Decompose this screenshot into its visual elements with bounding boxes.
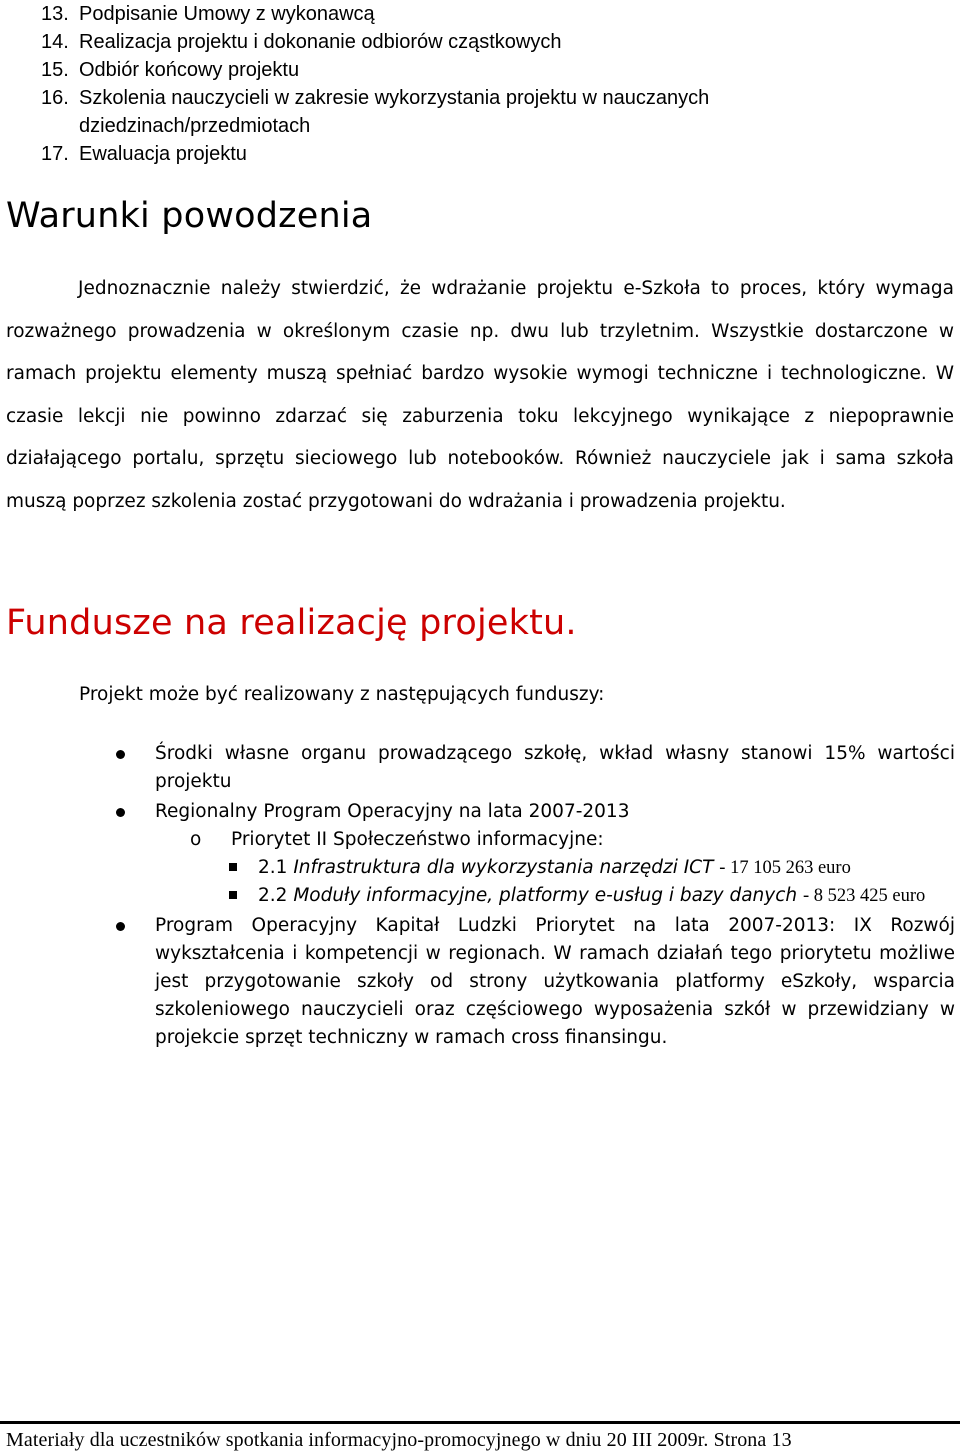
bullet-icon bbox=[116, 808, 125, 817]
circle-bullet-icon: o bbox=[190, 829, 202, 850]
list-item: 13. Podpisanie Umowy z wykonawcą bbox=[41, 3, 375, 25]
step-list bbox=[41, 0, 941, 168]
square-bullet-icon bbox=[229, 891, 237, 899]
sub-sub-list-item: 2.1 Infrastruktura dla wykorzystania narzędzi ICT - 17 105 263 euro bbox=[0, 854, 960, 882]
list-item: 15. Odbiór końcowy projektu bbox=[41, 59, 300, 81]
section-heading-warunki: Warunki powodzenia bbox=[6, 196, 373, 236]
list-item: Regionalny Program Operacyjny na lata 2007-2013 bbox=[0, 798, 955, 826]
section-paragraph: Jednoznacznie należy stwierdzić, że wdrażanie projektu e-Szkoła to proces, który wymaga rozważnego prowadzenia w określonym czasie np. dwu lub trzyletnim. Wszystkie dostarczone w ramach projektu elementy muszą spełniać bardzo wysokie wymogi techniczne i technologiczne. W czasie lekcji nie powinno zdarzać się zaburzenia toku lekcyjnego wynikające z niepoprawnie działającego portalu, sprzętu sieciowego lub notebooków. Również nauczyciele jak i sama szkoła muszą poprzez szkolenia zostać przygotowani do wdrażania i prowadzenia projektu. bbox=[6, 278, 954, 512]
list-item: Środki własne organu prowadzącego szkołę, wkład własny stanowi 15% wartości projektu bbox=[0, 740, 955, 796]
list-item: 14. Realizacja projektu i dokonanie odbiorów cząstkowych bbox=[41, 31, 562, 53]
list-item: Program Operacyjny Kapitał Ludzki Priorytet na lata 2007-2013: IX Rozwój wykształcenia i kompetencji w regionach. W ramach działań tego priorytetu możliwe jest przygotowanie szkoły od strony użytkowania platformy eSzkoły, wsparcia szkoleniowego nauczycieli oraz częściowego wyposażenia szkół w przewidziany w projekcie sprzęt techniczny w ramach cross finansingu. bbox=[0, 912, 955, 1052]
square-bullet-icon bbox=[229, 863, 237, 871]
funding-list bbox=[0, 740, 960, 1052]
section-heading-fundusze: Fundusze na realizację projektu. bbox=[6, 603, 577, 643]
list-item: 16. Szkolenia nauczycieli w zakresie wykorzystania projektu w nauczanych dziedzinach/przedmiotach bbox=[41, 87, 710, 137]
bullet-icon bbox=[116, 750, 125, 759]
bullet-icon bbox=[116, 922, 125, 931]
footer-divider bbox=[0, 1421, 960, 1424]
sub-list-item: o Priorytet II Społeczeństwo informacyjne: bbox=[0, 826, 960, 854]
funding-intro: Projekt może być realizowany z następujących funduszy: bbox=[79, 684, 605, 705]
list-item: 17. Ewaluacja projektu bbox=[41, 143, 247, 165]
sub-sub-list-item: 2.2 Moduły informacyjne, platformy e-usług i bazy danych - 8 523 425 euro bbox=[0, 882, 960, 910]
page-footer: Materiały dla uczestników spotkania informacyjno-promocyjnego w dniu 20 III 2009r. Strona 13 bbox=[6, 1429, 792, 1451]
